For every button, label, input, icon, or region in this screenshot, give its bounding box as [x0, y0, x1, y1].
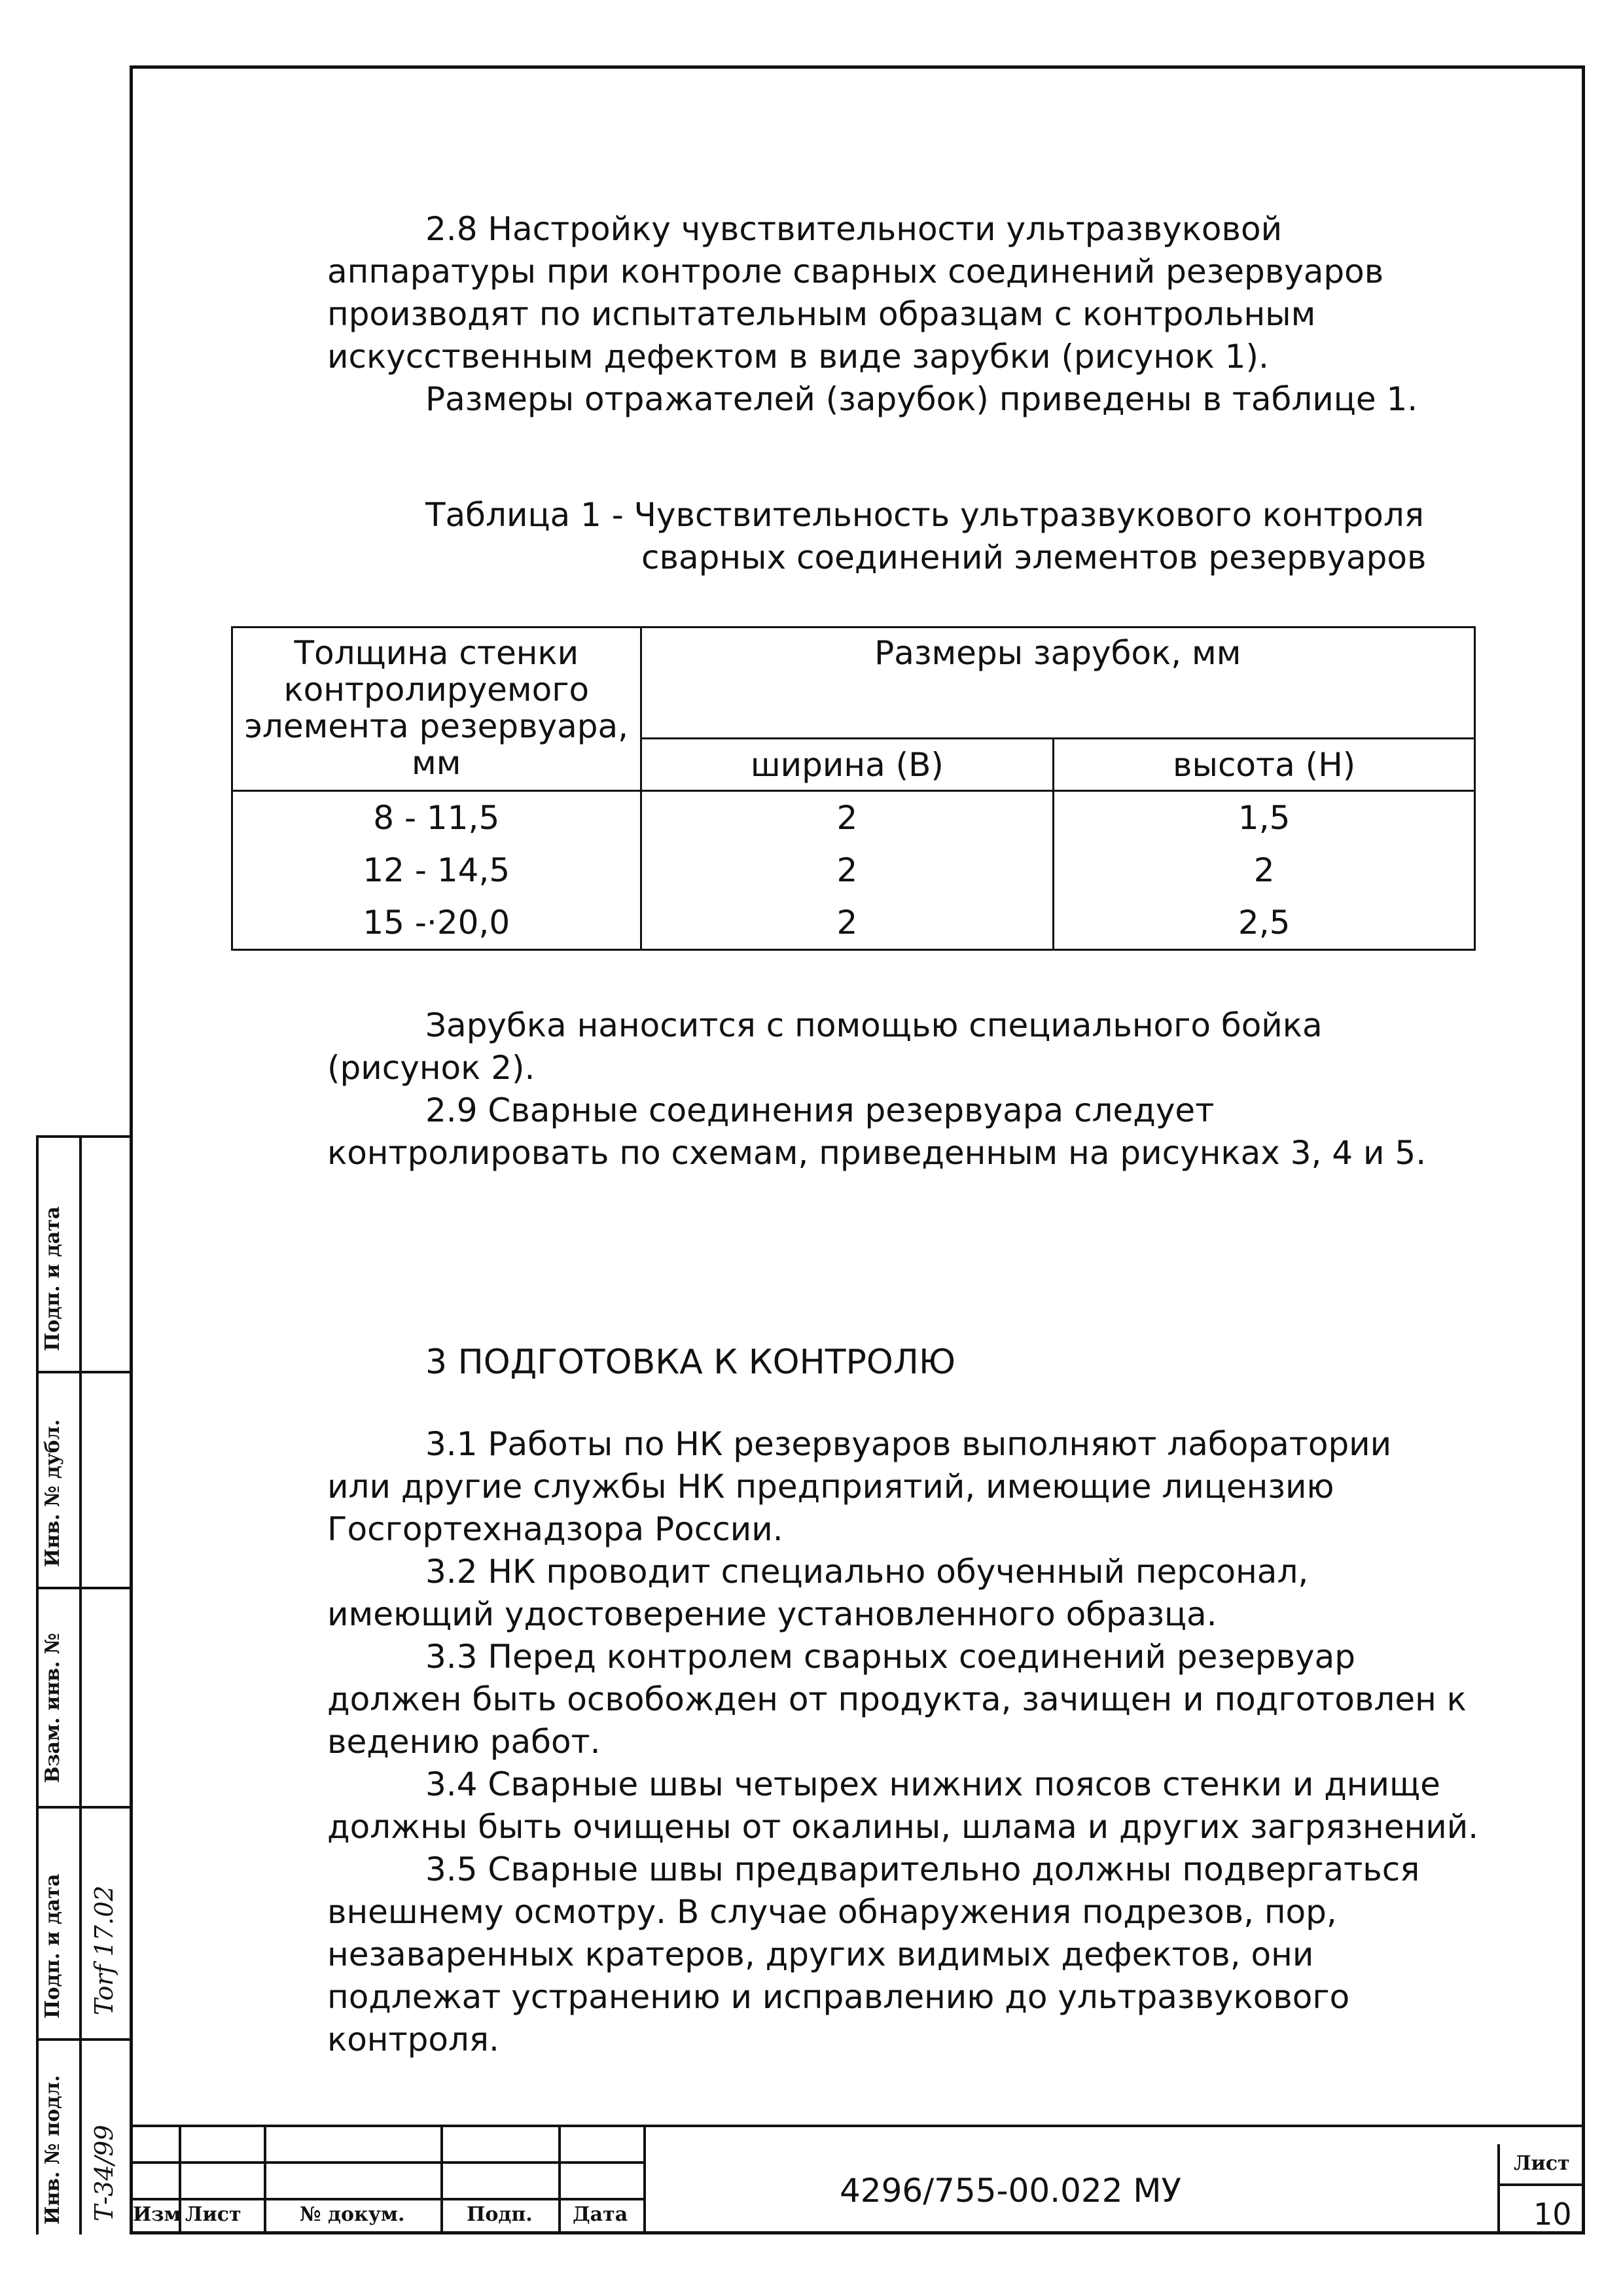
- stamp-line: [79, 1135, 82, 2234]
- text-line: внешнему осмотру. В случае обнаружения подрезов, пор,: [327, 1893, 1337, 1931]
- width-cell: 2: [641, 896, 1054, 950]
- stamp-label: Подп. и дата: [41, 1206, 64, 1351]
- thickness-cell: 15 -·20,0: [232, 896, 641, 950]
- text-line: контроля.: [327, 2021, 499, 2058]
- text-line: или другие службы НК предприятий, имеющие лицензию: [327, 1468, 1334, 1506]
- text-line: производят по испытательным образцам с контрольным: [327, 295, 1316, 333]
- table-row: [232, 896, 1475, 950]
- height-cell: 2,5: [1054, 896, 1475, 950]
- handwritten-inventory-number: Т-34/99: [90, 2125, 118, 2221]
- title-block-line: [643, 2125, 646, 2234]
- title-block-line: [440, 2125, 443, 2234]
- text-line: 3.2 НК проводит специально обученный персонал,: [425, 1553, 1309, 1591]
- table-caption-line2: сварных соединений элементов резервуаров: [641, 539, 1427, 576]
- width-cell: 2: [641, 791, 1054, 845]
- title-block-line: [1497, 2144, 1500, 2234]
- title-block-line: [133, 2125, 1585, 2127]
- text-line: 3.5 Сварные швы предварительно должны подвергаться: [425, 1850, 1420, 1888]
- col-izm-label: Изм: [133, 2203, 181, 2226]
- thickness-cell: 12 - 14,5: [232, 844, 641, 896]
- width-header: ширина (В): [641, 739, 1054, 791]
- text-line: контролировать по схемам, приведенным на рисунках 3, 4 и 5.: [327, 1134, 1427, 1172]
- text-line: искусственным дефектом в виде зарубки (рисунок 1).: [327, 338, 1269, 376]
- text-line: должны быть очищены от окалины, шлама и других загрязнений.: [327, 1808, 1479, 1846]
- col-date-label: Дата: [573, 2203, 628, 2226]
- notch-size-header: Размеры зарубок, мм: [641, 627, 1474, 739]
- text-line: подлежат устранению и исправлению до ультразвукового: [327, 1978, 1350, 2016]
- text-line: Госгортехнадзора России.: [327, 1510, 783, 1548]
- text-line: 3.3 Перед контролем сварных соединений резервуар: [425, 1638, 1355, 1676]
- document-code: 4296/755-00.022 МУ: [840, 2172, 1182, 2210]
- header-line: мм: [412, 744, 461, 782]
- title-block-line: [1497, 2183, 1585, 2186]
- stamp-line: [36, 1587, 133, 1589]
- text-line: 2.8 Настройку чувствительности ультразвуковой: [425, 210, 1283, 248]
- stamp-line: [36, 1371, 133, 1373]
- text-line: 2.9 Сварные соединения резервуара следует: [425, 1091, 1215, 1129]
- col-signature-label: Подп.: [467, 2203, 533, 2226]
- header-line: элемента резервуара,: [244, 707, 629, 745]
- stamp-line: [36, 1135, 133, 1138]
- stamp-label: Взам. инв. №: [41, 1633, 64, 1783]
- stamp-line: [36, 2038, 133, 2041]
- col-doc-number-label: № докум.: [300, 2203, 405, 2226]
- title-block-line: [264, 2125, 266, 2234]
- text-line: 3.4 Сварные швы четырех нижних поясов стенки и днище: [425, 1765, 1440, 1803]
- title-block-line: [558, 2125, 561, 2234]
- col-thickness-header: [232, 627, 641, 791]
- table-caption: [425, 494, 1426, 579]
- header-line: Толщина стенки: [294, 634, 579, 672]
- sheet-label: Лист: [1514, 2152, 1570, 2175]
- text-line: ведению работ.: [327, 1723, 601, 1761]
- text-line: 3.1 Работы по НК резервуаров выполняют лаборатории: [425, 1425, 1392, 1463]
- paragraph-after-table: [327, 1004, 1426, 1174]
- table-row: [232, 791, 1475, 845]
- section-3-body: [327, 1423, 1478, 2061]
- col-list-label: Лист: [185, 2203, 241, 2226]
- stamp-line: [36, 1806, 133, 1809]
- height-cell: 1,5: [1054, 791, 1475, 845]
- title-block-line: [133, 2161, 643, 2164]
- stamp-label: Инв. № подл.: [41, 2075, 64, 2225]
- text-line: имеющий удостоверение установленного образца.: [327, 1595, 1217, 1633]
- table-row: [232, 844, 1475, 896]
- header-line: контролируемого: [283, 671, 590, 709]
- section-title: 3 ПОДГОТОВКА К КОНТРОЛЮ: [425, 1343, 955, 1382]
- stamp-label: Инв. № дубл.: [41, 1419, 64, 1567]
- sheet-number: 10: [1533, 2197, 1572, 2232]
- title-block: [133, 2125, 1585, 2234]
- height-cell: 2: [1054, 844, 1475, 896]
- height-header: высота (Н): [1054, 739, 1475, 791]
- sensitivity-table: [231, 626, 1476, 951]
- text-line: Размеры отражателей (зарубок) приведены в таблице 1.: [425, 380, 1418, 418]
- stamp-line: [36, 1135, 39, 2234]
- stamp-label: Подп. и дата: [41, 1873, 64, 2019]
- text-line: незаваренных кратеров, других видимых дефектов, они: [327, 1935, 1314, 1973]
- thickness-cell: 8 - 11,5: [232, 791, 641, 845]
- text-line: (рисунок 2).: [327, 1049, 535, 1087]
- title-block-line: [133, 2198, 643, 2200]
- side-stamp: [36, 1135, 133, 2234]
- table-caption-line1: Таблица 1 - Чувствительность ультразвукового контроля: [425, 496, 1424, 534]
- text-line: должен быть освобожден от продукта, зачищен и подготовлен к: [327, 1680, 1467, 1718]
- paragraph-2-8: [327, 208, 1418, 421]
- text-line: Зарубка наносится с помощью специального бойка: [425, 1006, 1323, 1044]
- handwritten-signature-date: Torf 17.02: [90, 1885, 118, 2015]
- width-cell: 2: [641, 844, 1054, 896]
- text-line: аппаратуры при контроле сварных соединений резервуаров: [327, 253, 1384, 291]
